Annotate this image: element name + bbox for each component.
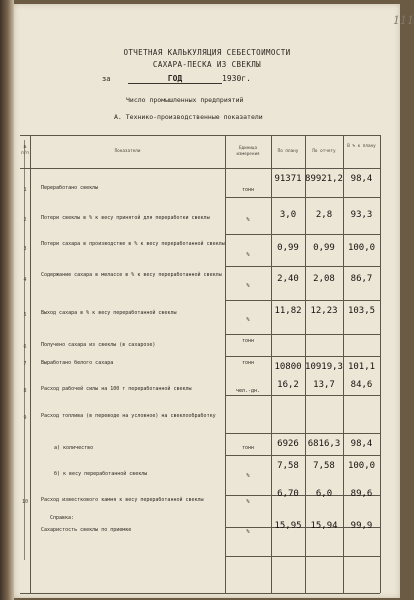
row-actual: 6,0: [315, 489, 333, 499]
row-indicator: б) к весу переработанной свеклы: [54, 471, 148, 477]
period-value: ГОД: [128, 74, 222, 84]
row-actual: 0,99: [313, 243, 335, 253]
row-indicator: Содержание сахара в мелассе в % к весу переработанной свеклы: [41, 272, 222, 278]
row-pct: 100,0: [347, 461, 376, 471]
row-plan: 11,82: [274, 306, 302, 316]
table-rule: [225, 300, 380, 301]
row-number: 4: [23, 277, 27, 283]
enterprises-label: Число промышленных предприятий: [126, 96, 244, 104]
header-unit: Единица измерения: [236, 146, 260, 157]
header-indicator: Показатели: [114, 149, 141, 154]
row-unit: тонн: [241, 187, 255, 193]
row-indicator: Выход сахара в % к весу переработанной свеклы: [41, 310, 177, 316]
period-line: [102, 74, 251, 84]
row-pct: 98,4: [350, 174, 373, 184]
section-heading: А. Технико-производственные показатели: [114, 113, 263, 121]
row-number: 7: [23, 361, 27, 367]
table-rule: [20, 168, 380, 169]
row-number: 9: [23, 415, 27, 421]
row-pct: 99,9: [350, 521, 373, 531]
row-indicator: Расход топлива (в переводе на условное) на свеклообработку: [41, 413, 216, 419]
row-plan: 15,95: [274, 521, 302, 531]
table-rule: [225, 356, 380, 357]
row-unit: %: [246, 252, 250, 258]
header-num: № п/п: [21, 145, 29, 156]
row-indicator: Переработано свеклы: [41, 185, 99, 191]
table-rule: [225, 197, 380, 198]
row-unit: тонн: [241, 445, 255, 451]
row-number: 5: [23, 312, 27, 318]
row-number: 8: [23, 388, 27, 394]
header-plan: По плану: [277, 149, 299, 154]
row-plan: 6926: [277, 439, 299, 449]
year-value: 1930г.: [222, 74, 251, 83]
row-unit: %: [246, 529, 250, 535]
indicators-table: [20, 135, 394, 593]
table-rule: [225, 556, 380, 557]
header-pct: В % к плану: [347, 144, 376, 149]
row-unit: тонн: [241, 338, 255, 344]
row-actual: 2,8: [315, 210, 333, 220]
period-prefix: за: [102, 75, 111, 83]
table-divider: [30, 135, 31, 593]
row-unit: %: [246, 317, 250, 323]
row-pct: 100,0: [347, 243, 376, 253]
table-rule: [20, 593, 380, 594]
archive-page-number: 111: [393, 14, 414, 27]
row-unit: %: [246, 473, 250, 479]
header-actual: По отчету: [312, 149, 336, 154]
row-unit: %: [246, 217, 250, 223]
row-number: 2: [23, 217, 27, 223]
row-unit: %: [246, 283, 250, 289]
row-pct: 98,4: [350, 439, 373, 449]
row-unit: %: [246, 499, 250, 505]
row-plan: 2,40: [277, 274, 299, 284]
table-rule: [225, 433, 380, 434]
row-pct: 93,3: [350, 210, 373, 220]
row-actual: 6816,3: [307, 439, 341, 449]
table-rule: [225, 395, 380, 396]
book-binding: [0, 0, 14, 600]
row-pct: 89,6: [350, 489, 373, 499]
row-unit: чел.-дн.: [235, 388, 261, 394]
row-pct: 103,5: [347, 306, 376, 316]
row-number: 10: [21, 499, 29, 505]
row-indicator: Получено сахара из свеклы (в сахарозе): [41, 342, 156, 348]
row-number: 6: [23, 344, 27, 350]
document-page: [14, 4, 414, 598]
row-unit: тонн: [241, 360, 255, 366]
table-rule: [20, 135, 380, 136]
row-indicator: Расход известкового камня к весу переработанной свеклы: [41, 497, 204, 503]
row-actual: 89921,2: [305, 174, 343, 184]
row-pct: 101,1: [347, 362, 376, 372]
row-indicator: Выработано белого сахара: [41, 360, 114, 366]
row-indicator: а) количество: [54, 445, 94, 451]
table-rule: [225, 455, 380, 456]
table-rule: [225, 266, 380, 267]
row-plan: 10800: [274, 362, 302, 372]
row-actual: 13,7: [313, 380, 335, 390]
row-indicator: Расход рабочей силы на 100 т переработанной свеклы: [41, 386, 192, 392]
row-indicator: Сахаристость свеклы по приемке: [41, 527, 132, 533]
row-number: 3: [23, 246, 27, 252]
row-plan: 16,2: [277, 380, 299, 390]
row-actual: 12,23: [310, 306, 338, 316]
table-divider: [380, 135, 381, 593]
row-actual: 7,58: [313, 461, 335, 471]
document-subtitle: САХАРА-ПЕСКА ИЗ СВЕКЛЫ: [152, 60, 262, 69]
row-number: 1: [23, 187, 27, 193]
reference-label: Справка:: [50, 515, 75, 521]
row-plan: 6,70: [277, 489, 299, 499]
row-indicator: Потери сахара в производстве в % к весу переработанной свеклы: [41, 241, 225, 247]
table-rule: [225, 334, 380, 335]
table-rule: [225, 234, 380, 235]
row-plan: 7,58: [277, 461, 299, 471]
row-actual: 2,08: [313, 274, 335, 284]
row-plan: 91371: [274, 174, 302, 184]
row-plan: 0,99: [277, 243, 299, 253]
row-pct: 86,7: [350, 274, 373, 284]
row-pct: 84,6: [350, 380, 373, 390]
row-plan: 3,0: [279, 210, 297, 220]
document-title: ОТЧЕТНАЯ КАЛЬКУЛЯЦИЯ СЕБЕСТОИМОСТИ: [123, 48, 291, 57]
row-indicator: Потери свеклы в % к весу принятой для переработки свеклы: [41, 215, 210, 221]
row-actual: 10919,3: [305, 362, 343, 372]
row-actual: 15,94: [310, 521, 338, 531]
